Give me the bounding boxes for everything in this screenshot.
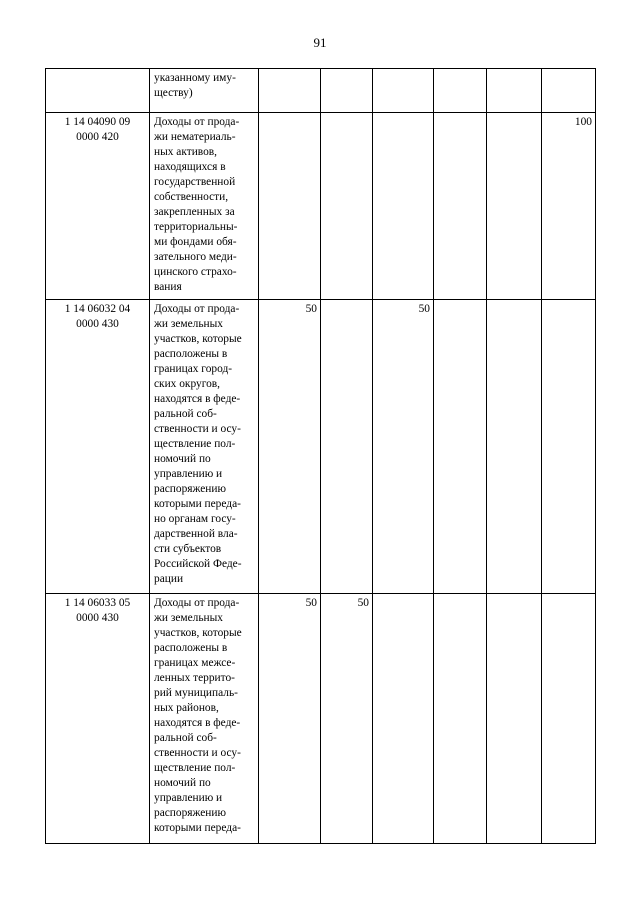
kbk-code-line: 1 14 04090 09 (64, 116, 131, 128)
description-line: указанному иму- (154, 72, 236, 84)
description-line: территориальны- (154, 221, 238, 233)
kbk-code-cell (46, 300, 150, 594)
value-cell (487, 113, 542, 300)
budget-table (45, 68, 596, 844)
value-cell (487, 594, 542, 844)
kbk-code-line: 0000 430 (76, 318, 119, 330)
table-row (46, 113, 596, 300)
description-line: государственной (154, 176, 236, 188)
value-cell (259, 113, 321, 300)
description-line: ственности и осу- (154, 747, 241, 759)
value-cell (321, 69, 373, 113)
value-cell: 50 (259, 300, 321, 594)
description-line: жи земельных (154, 612, 223, 624)
value-cell (542, 300, 596, 594)
description-line: но органам госу- (154, 513, 236, 525)
description-line: Российской Феде- (154, 558, 242, 570)
description-line: сти субъектов (154, 543, 222, 555)
value-cell (373, 69, 434, 113)
kbk-code-cell (46, 113, 150, 300)
value-cell: 50 (259, 594, 321, 844)
value-cell (434, 300, 487, 594)
kbk-code-line: 1 14 06032 04 (64, 303, 131, 315)
value-cell (321, 113, 373, 300)
value-cell (434, 69, 487, 113)
description-cell (150, 69, 259, 113)
page-number: 91 (313, 35, 327, 50)
description-line: участков, которые (154, 627, 242, 639)
description-line: участков, которые (154, 333, 242, 345)
description-line: ных активов, (154, 146, 218, 158)
value-cell (542, 69, 596, 113)
value-cell (373, 113, 434, 300)
description-line: ральной соб- (154, 732, 217, 744)
description-cell (150, 300, 259, 594)
description-line: номочий по (154, 777, 211, 789)
kbk-code-line: 1 14 06033 05 (64, 597, 131, 609)
description-line: расположены в (154, 642, 228, 654)
table-body (46, 69, 596, 844)
value-cell (373, 594, 434, 844)
description-line: Доходы от прода- (154, 303, 240, 315)
description-line: находятся в феде- (154, 393, 241, 405)
description-line: которыми переда- (154, 822, 241, 834)
description-line: жи нематериаль- (154, 131, 236, 143)
value-cell (487, 69, 542, 113)
table-row (46, 69, 596, 113)
description-line: границах город- (154, 363, 233, 375)
value-cell (542, 594, 596, 844)
value-cell (259, 69, 321, 113)
value-cell (487, 300, 542, 594)
description-line: рации (154, 573, 184, 585)
description-line: управлению и (154, 468, 223, 480)
description-line: распоряжению (154, 807, 227, 819)
description-line: вания (154, 281, 182, 293)
kbk-code-line: 0000 420 (76, 131, 119, 143)
description-line: цинского страхо- (154, 266, 237, 278)
description-line: ществление пол- (154, 438, 236, 450)
description-line: рий муниципаль- (154, 687, 238, 699)
table-row (46, 594, 596, 844)
kbk-code-cell (46, 594, 150, 844)
description-line: зательного меди- (154, 251, 237, 263)
description-line: ществу) (154, 87, 193, 99)
description-cell (150, 594, 259, 844)
description-line: ленных террито- (154, 672, 235, 684)
description-line: которыми переда- (154, 498, 241, 510)
value-cell (321, 300, 373, 594)
description-line: Доходы от прода- (154, 116, 240, 128)
description-line: ществление пол- (154, 762, 236, 774)
value-cell (434, 113, 487, 300)
description-line: управлению и (154, 792, 223, 804)
description-line: ми фондами обя- (154, 236, 237, 248)
description-line: собственности, (154, 191, 229, 203)
description-line: ственности и осу- (154, 423, 241, 435)
table-row (46, 300, 596, 594)
value-cell: 100 (542, 113, 596, 300)
description-line: дарственной вла- (154, 528, 238, 540)
value-cell: 50 (373, 300, 434, 594)
description-line: расположены в (154, 348, 228, 360)
description-cell (150, 113, 259, 300)
description-line: номочий по (154, 453, 211, 465)
description-line: находящихся в (154, 161, 226, 173)
description-line: распоряжению (154, 483, 227, 495)
description-line: находятся в феде- (154, 717, 241, 729)
description-line: ральной соб- (154, 408, 217, 420)
description-line: жи земельных (154, 318, 223, 330)
kbk-code-line: 0000 430 (76, 612, 119, 624)
description-line: Доходы от прода- (154, 597, 240, 609)
description-line: закрепленных за (154, 206, 235, 218)
description-line: ных районов, (154, 702, 219, 714)
value-cell: 50 (321, 594, 373, 844)
description-line: границах межсе- (154, 657, 236, 669)
value-cell (434, 594, 487, 844)
description-line: ских округов, (154, 378, 221, 390)
kbk-code-cell (46, 69, 150, 113)
